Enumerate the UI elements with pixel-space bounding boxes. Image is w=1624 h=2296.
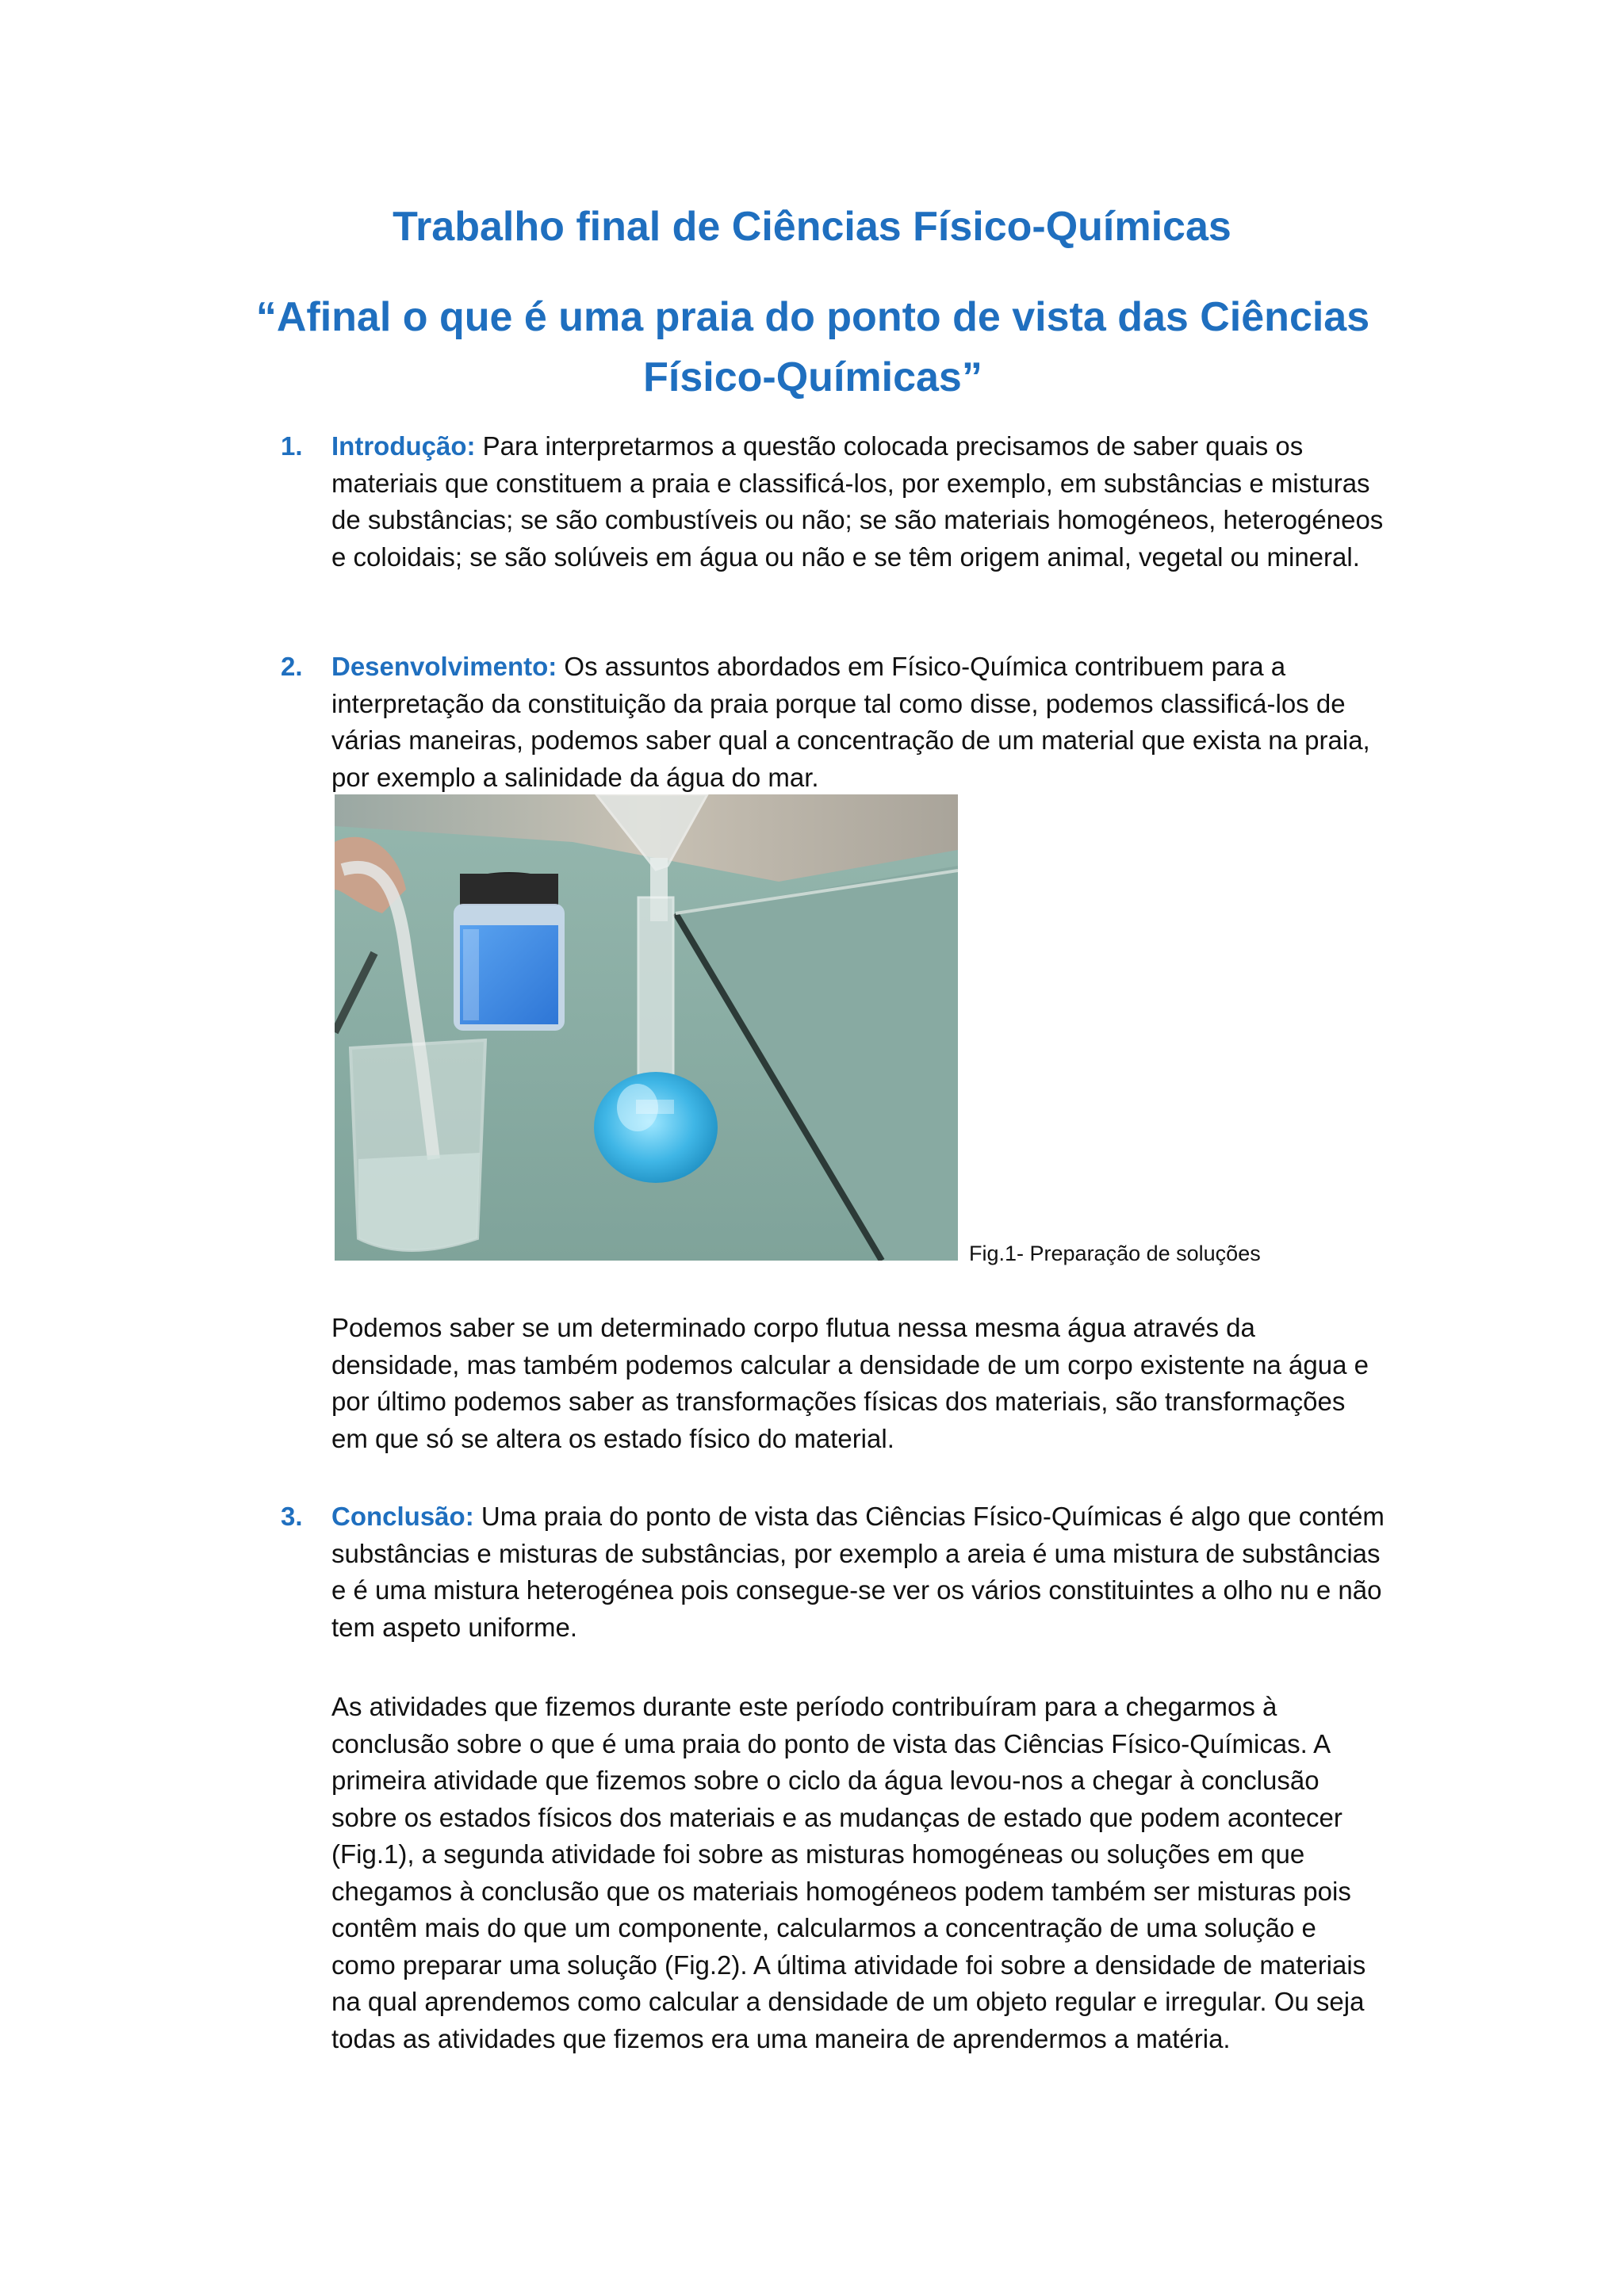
section-number: 3.	[281, 1502, 303, 1531]
section-text: Uma praia do ponto de vista das Ciências Físico-Químicas é algo que contém substâncias e misturas de substâncias, por exemplo a areia é uma mistura de substâncias e é uma mistura heterogénea pois consegue-se ver os vários constituintes a olho nu e não tem aspeto uniforme.	[331, 1502, 1385, 1642]
section-text: Os assuntos abordados em Físico-Química contribuem para a interpretação da constituição da praia porque tal como disse, podemos classificá-los de várias maneiras, podemos saber qual a concentração de um material que exista na praia, por exemplo a salinidade da água do mar.	[331, 652, 1370, 792]
document-subtitle: “Afinal o que é uma praia do ponto de vista das Ciências Físico-Químicas”	[255, 294, 1370, 400]
paragraph-text: As atividades que fizemos durante este período contribuíram para a chegarmos à conclusão sobre o que é uma praia do ponto de vista das Ciências Físico-Químicas. A primeira atividade que fizemos sobre o ciclo da água levou-nos a chegar à conclusão sobre os estados físicos dos materiais e as mudanças de estado que podem acontecer (Fig.1), a segunda atividade foi sobre as misturas homogéneas ou soluções em que chegamos à conclusão que os materiais homogéneos podem também ser misturas pois contêm mais do que um componente, calcularmos a concentração de uma solução e como preparar uma solução (Fig.2). A última atividade foi sobre a densidade de materiais na qual aprendemos como calcular a densidade de um objeto regular e irregular. Ou seja todas as atividades que fizemos era uma maneira de aprendermos a matéria.	[331, 1692, 1366, 2053]
section-text: Para interpretarmos a questão colocada precisamos de saber quais os materiais que constituem a praia e classificá-los, por exemplo, em substâncias e misturas de substâncias; se são combustíveis ou não; se são materiais homogéneos, heterogéneos e coloidais; se são solúveis em água ou não e se têm origem animal, vegetal ou mineral.	[331, 431, 1384, 572]
paragraph-text: Podemos saber se um determinado corpo flutua nessa mesma água através da densidade, mas também podemos calcular a densidade de um corpo existente na água e por último podemos saber as transformações físicas dos materiais, são transformações em que só se altera os estado físico do material.	[331, 1313, 1369, 1453]
section-body	[331, 649, 1386, 796]
section-heading: Desenvolvimento:	[331, 652, 557, 681]
document-title: Trabalho final de Ciências Físico-Químicas	[393, 204, 1231, 250]
section-number: 2.	[281, 652, 303, 681]
figure-caption: Fig.1- Preparação de soluções	[969, 1242, 1261, 1265]
section-body	[331, 1498, 1386, 1646]
lab-photo-illustration	[335, 794, 958, 1261]
section-number: 1.	[281, 431, 303, 461]
lab-photo	[335, 794, 958, 1261]
section-heading: Introdução:	[331, 431, 476, 461]
section-body	[331, 428, 1386, 576]
section-heading: Conclusão:	[331, 1502, 474, 1531]
